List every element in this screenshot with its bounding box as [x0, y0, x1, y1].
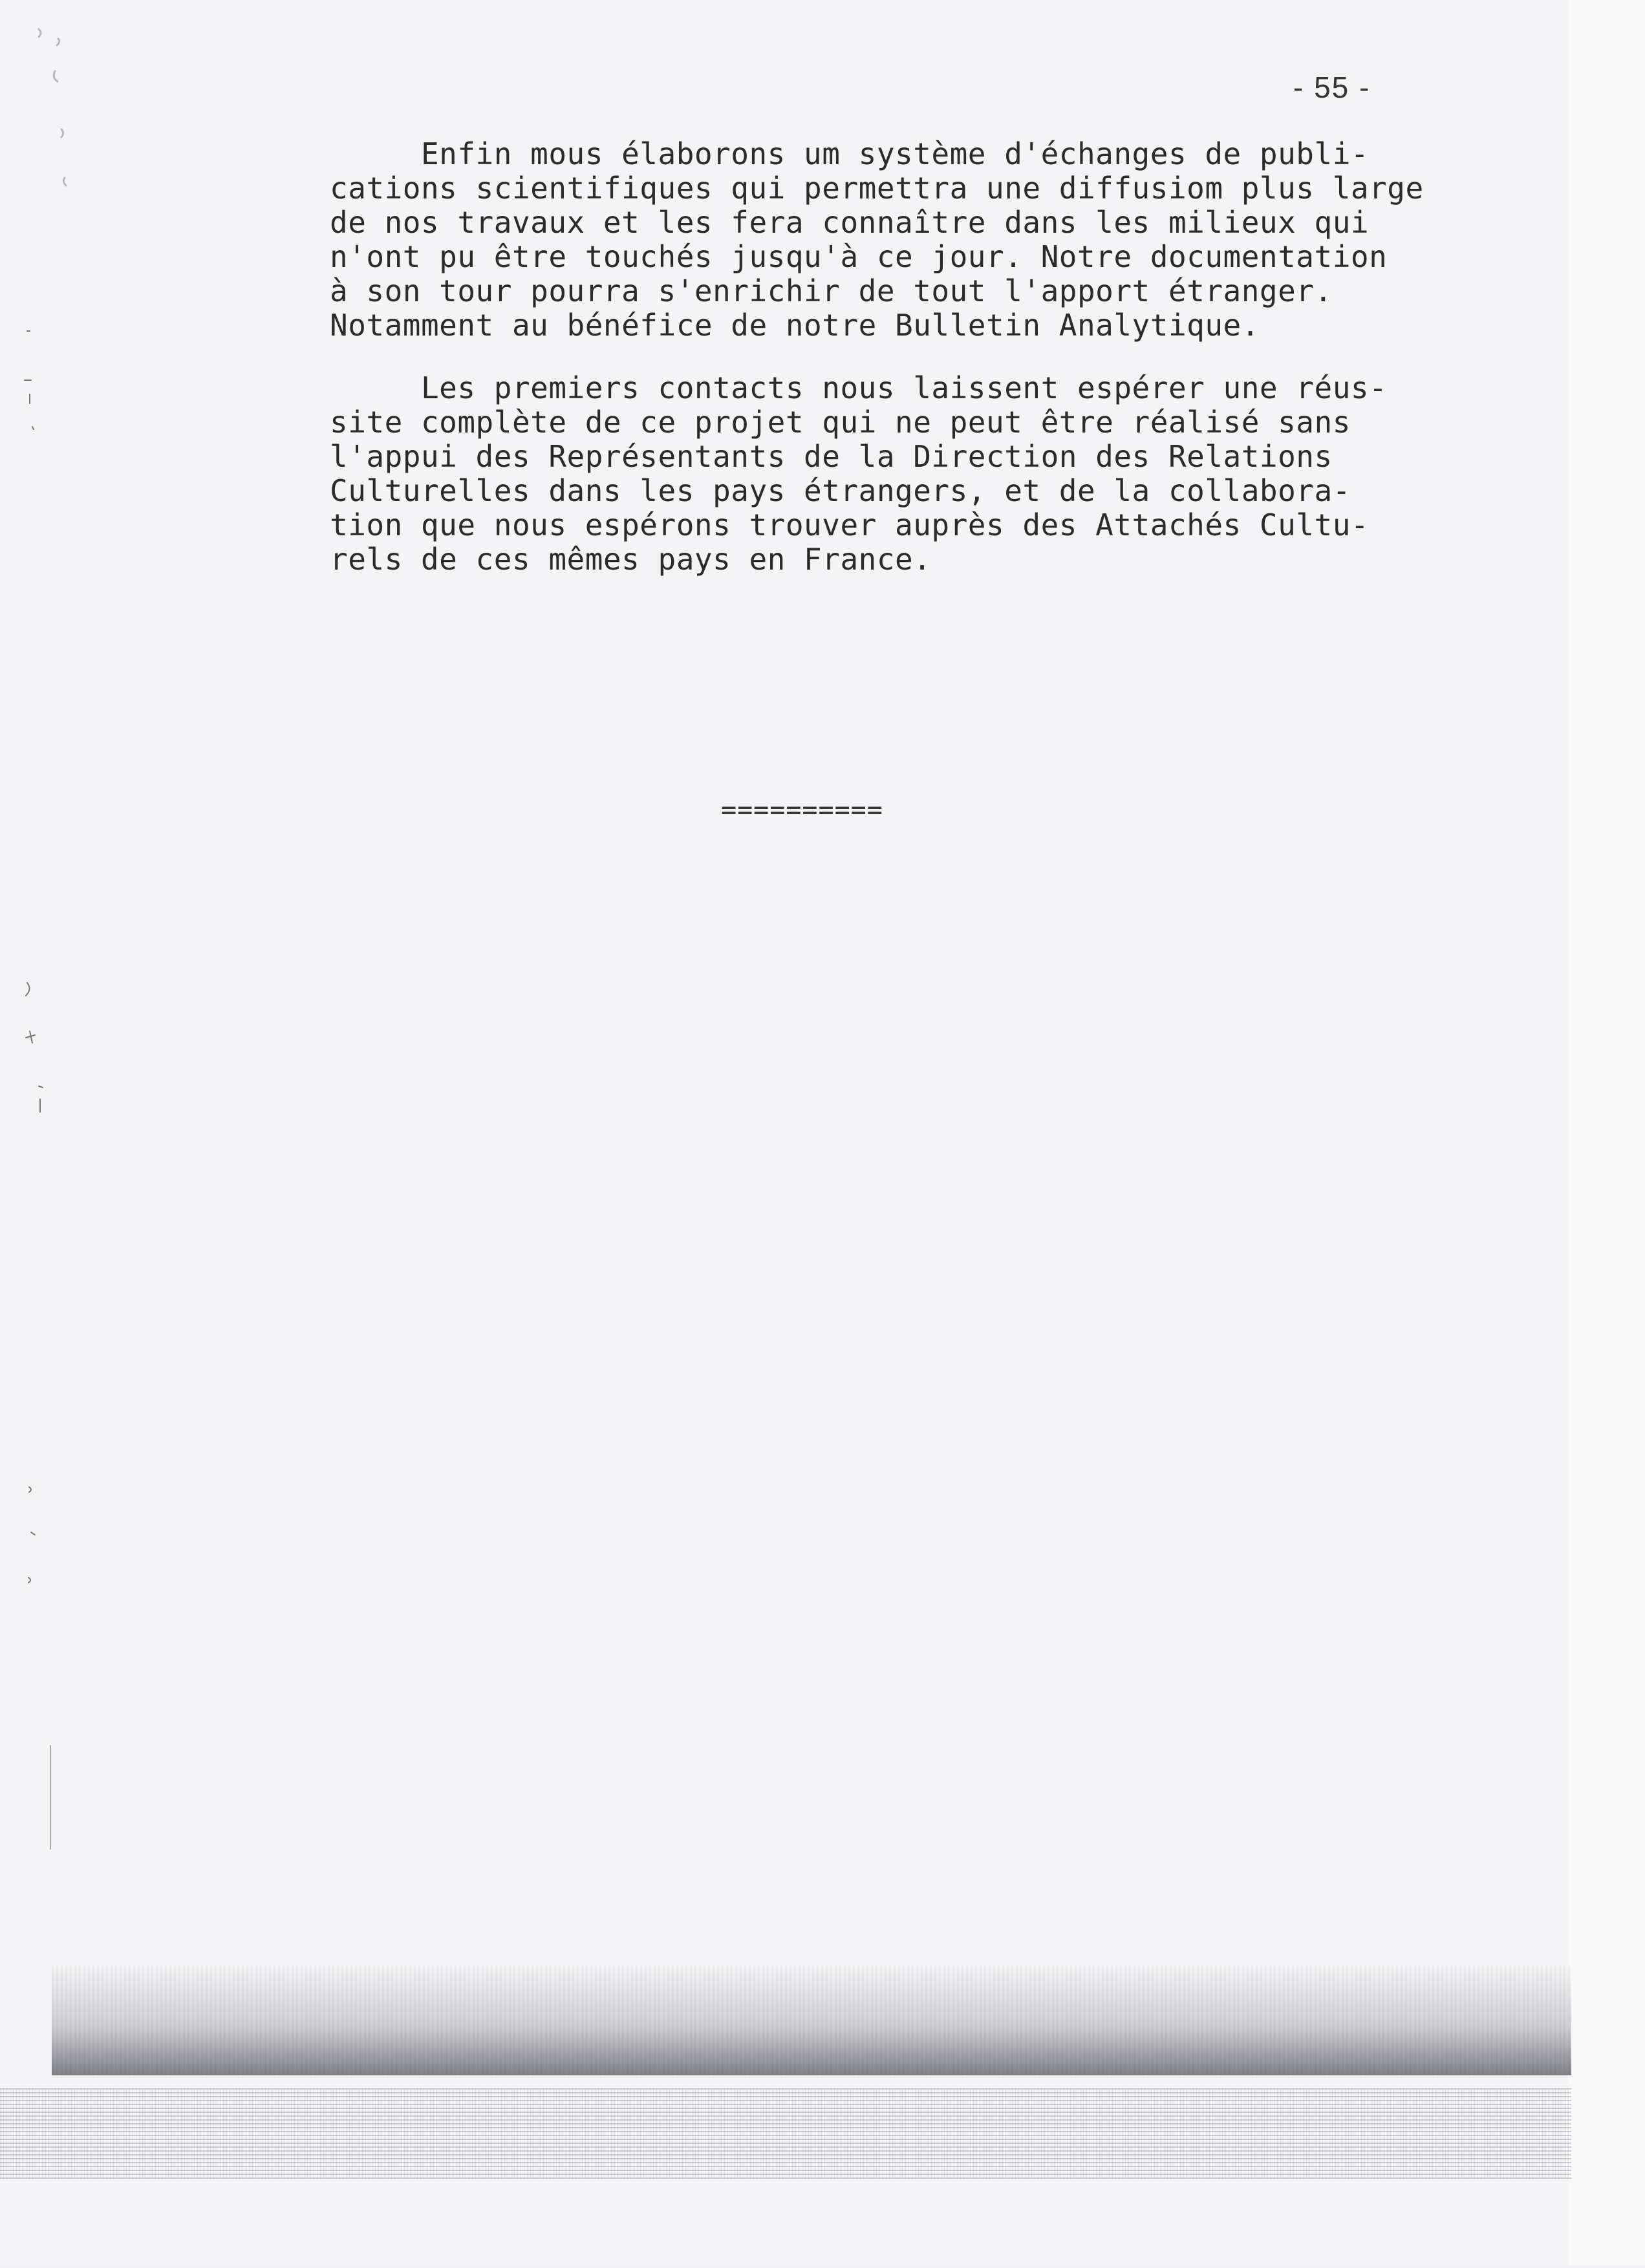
scan-artifact-marks: [0, 0, 78, 2265]
paragraph-line: l'appui des Représentants de la Direction des Relations: [330, 439, 1333, 474]
binding-hole-marks: [0, 0, 78, 2265]
scanner-shadow-band: [52, 1965, 1571, 2075]
paragraph-line: Notamment au bénéfice de notre Bulletin Analytique.: [330, 308, 1260, 343]
scanner-streaks: [0, 2088, 1571, 2179]
paragraph-first-contacts: [330, 371, 1545, 577]
page-right-edge: [1568, 0, 1645, 2265]
paragraph-line: Enfin mous élaborons um système d'échanges de publi-: [330, 136, 1370, 171]
paragraph-line: Culturelles dans les pays étrangers, et de la collabora-: [330, 473, 1351, 508]
paragraph-line: site complète de ce projet qui ne peut être réalisé sans: [330, 405, 1351, 440]
section-separator: ==========: [721, 795, 883, 825]
paragraph-line: rels de ces mêmes pays en France.: [330, 542, 932, 577]
paragraph-line: tion que nous espérons trouver auprès des Attachés Cultu-: [330, 508, 1370, 542]
paragraph-publication-exchange: [330, 137, 1545, 343]
page-number: - 55 -: [1293, 70, 1371, 104]
paragraph-line: à son tour pourra s'enrichir de tout l'apport étranger.: [330, 273, 1333, 308]
paragraph-line: de nos travaux et les fera connaître dans les milieux qui: [330, 205, 1370, 240]
paragraph-line: cations scientifiques qui permettra une diffusiom plus large: [330, 171, 1424, 206]
paragraph-line: Les premiers contacts nous laissent espérer une réus-: [330, 370, 1388, 405]
paragraph-line: n'ont pu être touchés jusqu'à ce jour. Notre documentation: [330, 239, 1388, 274]
